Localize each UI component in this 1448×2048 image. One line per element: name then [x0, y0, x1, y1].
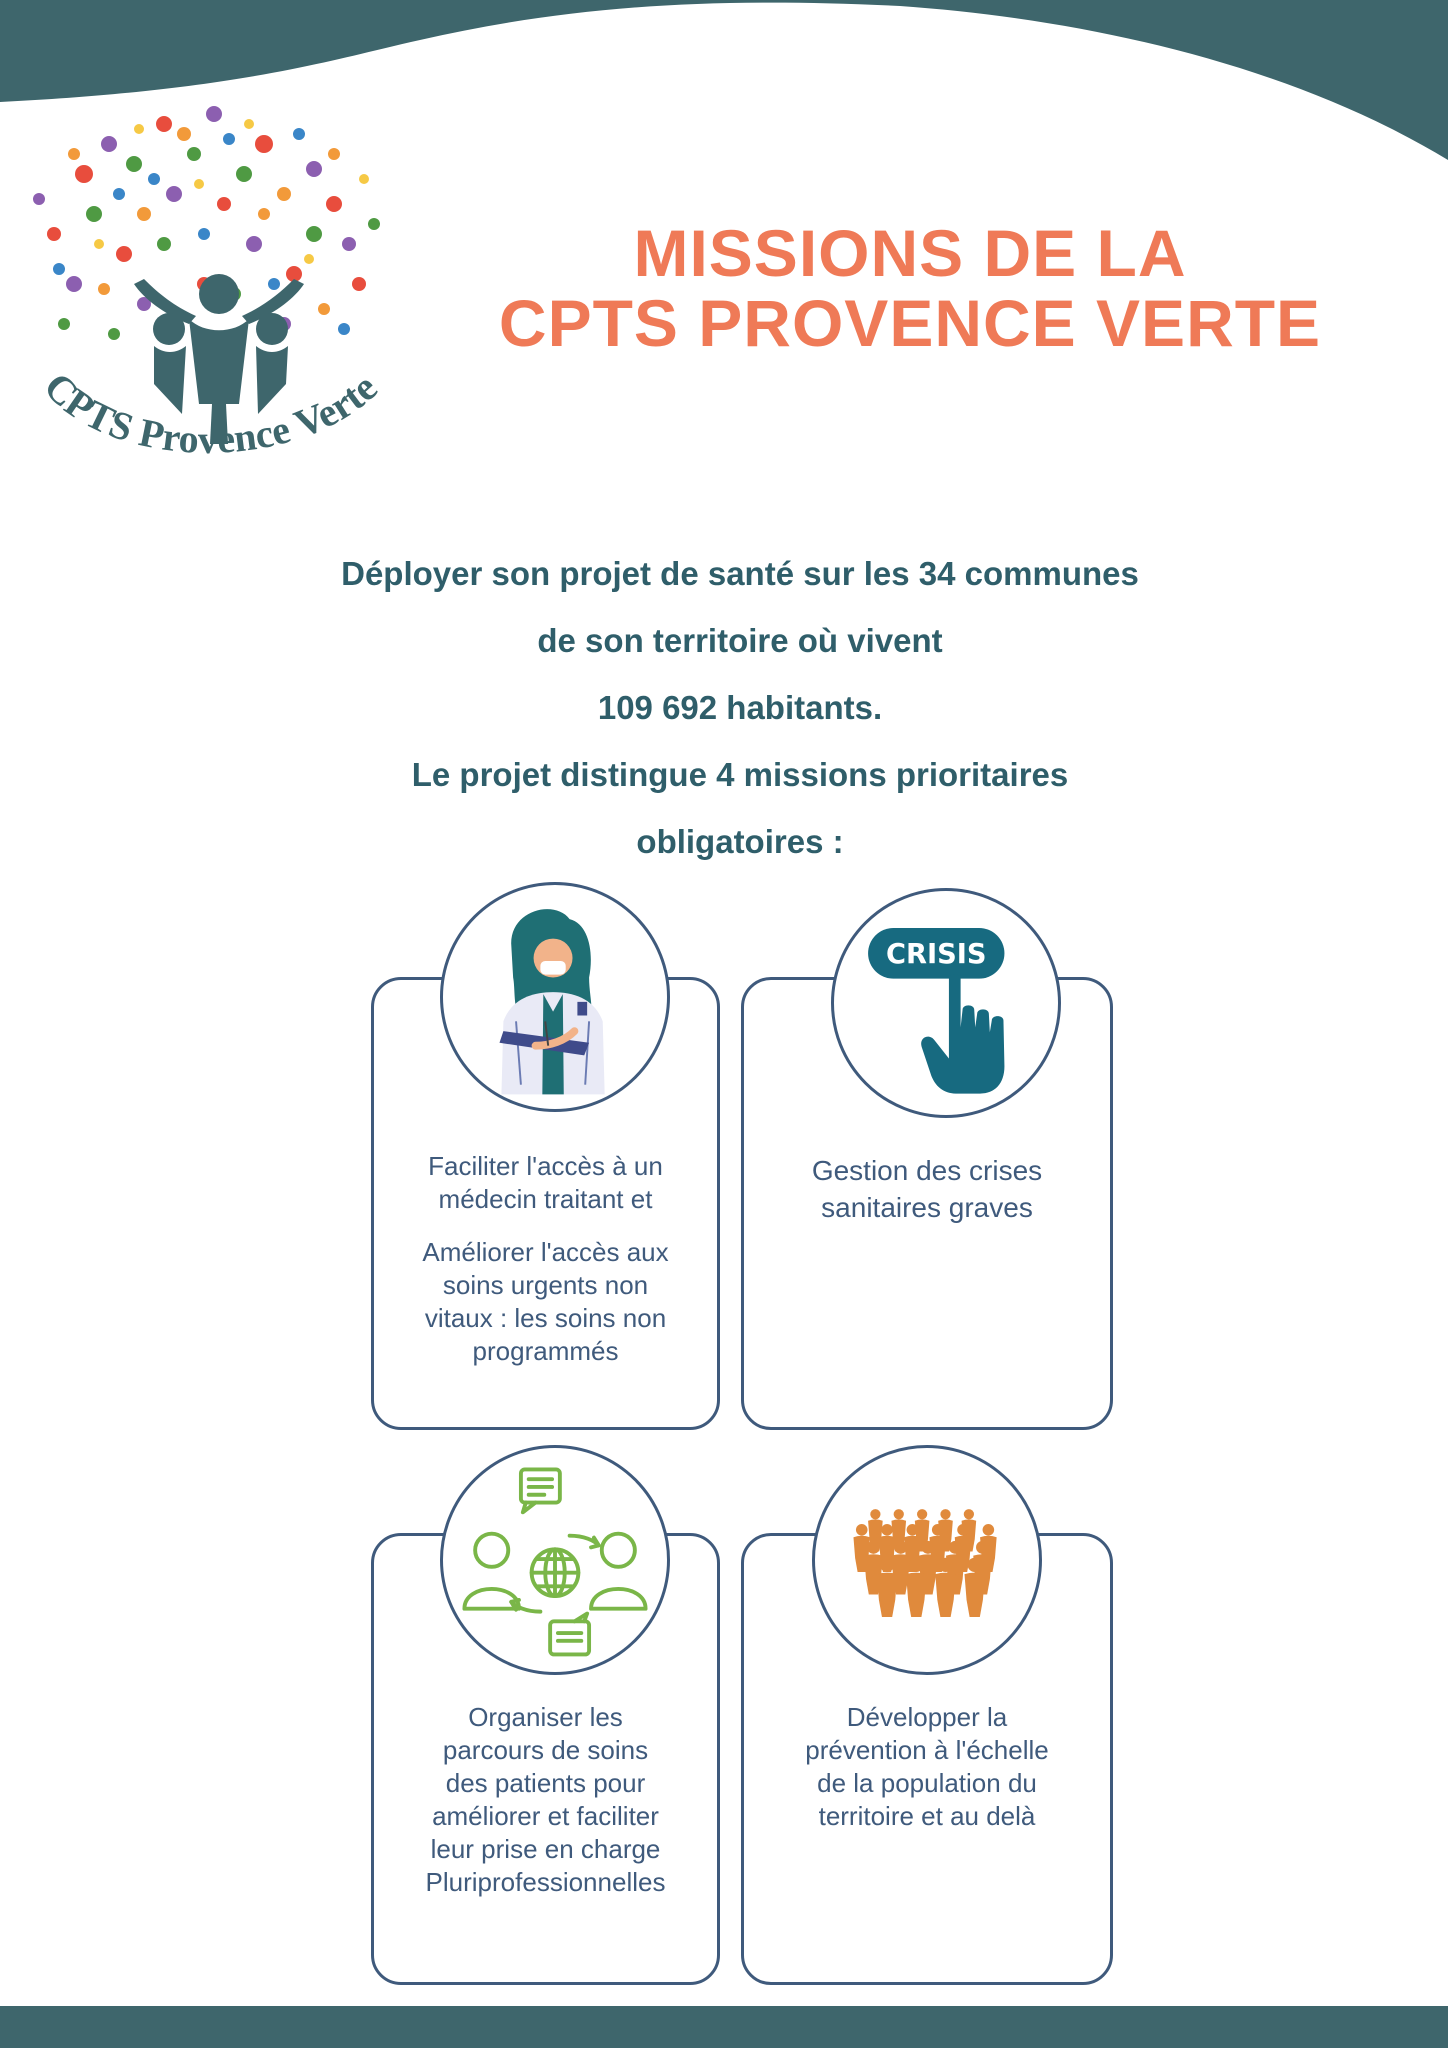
mission-line: sanitaires graves [821, 1192, 1033, 1223]
mission-line: territoire et au delà [818, 1801, 1036, 1831]
mission-line: parcours de soins [442, 1735, 649, 1765]
care-network-icon [443, 1448, 667, 1672]
mission-line: de la population du [817, 1768, 1037, 1798]
doctor-badge [440, 882, 670, 1112]
mission-line: des patients pour [445, 1768, 646, 1798]
mission-line: soins urgents non [442, 1270, 649, 1300]
bottom-band [0, 2006, 1448, 2048]
title-line-2: CPTS PROVENCE VERTE [498, 286, 1322, 360]
mission-line: Organiser les [468, 1702, 623, 1732]
page-title [380, 218, 1440, 358]
mission-text-urgent-care [380, 1236, 711, 1368]
mission-line: Pluriprofessionnelles [425, 1867, 666, 1897]
mission-line: Gestion des crises [811, 1155, 1043, 1186]
cpts-logo [14, 84, 414, 494]
doctor-icon [443, 885, 667, 1109]
intro-text [130, 540, 1350, 875]
care-network-badge [440, 1445, 670, 1675]
mission-text-access [380, 1150, 711, 1216]
crisis-badge [831, 888, 1061, 1118]
mission-line: leur prise en charge [430, 1834, 661, 1864]
mission-line: Développer la [846, 1702, 1008, 1732]
intro-line-5: obligatoires : [636, 823, 844, 860]
mission-line: vitaux : les soins non [424, 1303, 667, 1333]
intro-line-2: de son territoire où vivent [537, 622, 943, 659]
mission-text-prevention [750, 1701, 1104, 1833]
intro-line-4: Le projet distingue 4 missions prioritaires [411, 756, 1069, 793]
mission-line: améliorer et faciliter [432, 1801, 659, 1831]
mission-line: médecin traitant et [438, 1184, 653, 1214]
mission-line: Améliorer l'accès aux [422, 1237, 669, 1267]
mission-line: programmés [472, 1336, 619, 1366]
mission-line: Faciliter l'accès à un [428, 1151, 663, 1181]
intro-line-3: 109 692 habitants. [597, 689, 883, 726]
tree-of-hands-logo-icon [14, 84, 414, 494]
crisis-button-icon [834, 891, 1058, 1115]
mission-text-care-pathways [380, 1701, 711, 1899]
mission-text-crisis [750, 1152, 1104, 1226]
title-line-1: MISSIONS DE LA [633, 216, 1187, 290]
population-crowd-icon [815, 1448, 1039, 1672]
intro-line-1: Déployer son projet de santé sur les 34 communes [341, 555, 1139, 592]
mission-line: prévention à l'échelle [805, 1735, 1049, 1765]
logo-text: CPTS Provence Verte [35, 363, 386, 462]
crisis-label: CRISIS [886, 939, 987, 971]
population-badge [812, 1445, 1042, 1675]
